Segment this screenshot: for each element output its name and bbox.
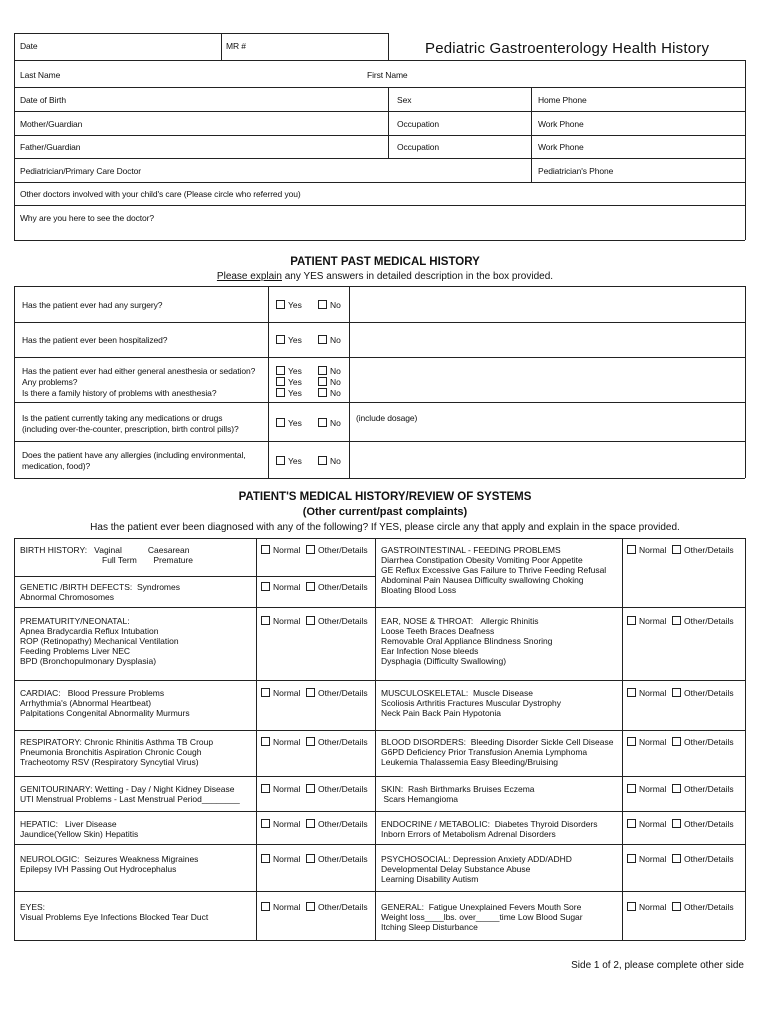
occupation1-field[interactable]: Occupation: [397, 119, 439, 129]
ros-birth-history: BIRTH HISTORY: Vaginal Caesarean Full Term Premature: [20, 545, 194, 565]
endo-normal-checkbox[interactable]: Normal: [627, 819, 666, 829]
pmh-q5a: Does the patient have any allergies (including environmental,: [22, 450, 246, 460]
last-name-field[interactable]: Last Name: [20, 70, 61, 80]
pmh-instr-rest: any YES answers in detailed description in the box provided.: [281, 271, 554, 282]
hepatic-normal-checkbox[interactable]: Normal: [261, 819, 300, 829]
pediatrician-phone-field[interactable]: Pediatrician's Phone: [538, 166, 614, 176]
general-normal-checkbox[interactable]: Normal: [627, 902, 666, 912]
q3b-yes-checkbox[interactable]: Yes: [276, 377, 302, 387]
ros-endocrine: ENDOCRINE / METABOLIC: Diabetes Thyroid Disorders Inborn Errors of Metabolism Adrenal Disorders: [381, 819, 598, 839]
respiratory-normal-checkbox[interactable]: Normal: [261, 737, 300, 747]
q3a-yes-checkbox[interactable]: Yes: [276, 366, 302, 376]
ros-subtitle: (Other current/past complaints): [302, 506, 468, 518]
hepatic-other-checkbox[interactable]: Other/Details: [306, 819, 368, 829]
q3b-no-checkbox[interactable]: No: [318, 377, 341, 387]
ros-cardiac: CARDIAC: Blood Pressure Problems Arrhythmia's (Abnormal Heartbeat) Palpitations Congenital Abnormality Murmurs: [20, 688, 190, 718]
home-phone-field[interactable]: Home Phone: [538, 95, 587, 105]
genetic-normal-checkbox[interactable]: Normal: [261, 582, 300, 592]
ros-hepatic: HEPATIC: Liver Disease Jaundice(Yellow Skin) Hepatitis: [20, 819, 139, 839]
ros-eyes: EYES: Visual Problems Eye Infections Blocked Tear Duct: [20, 902, 209, 922]
gu-other-checkbox[interactable]: Other/Details: [306, 784, 368, 794]
q3c-no-checkbox[interactable]: No: [318, 388, 341, 398]
blood-normal-checkbox[interactable]: Normal: [627, 737, 666, 747]
pmh-q4b: (including over-the-counter, prescription, birth control pills)?: [22, 424, 239, 434]
ros-prematurity: PREMATURITY/NEONATAL: Apnea Bradycardia Reflux Intubation ROP (Retinopathy) Mechanical Ventilation Feeding Problems Liver NEC BPD (Bronchopulmonary Dysplasia): [20, 616, 179, 666]
birth-normal-checkbox[interactable]: Normal: [261, 545, 300, 555]
ros-general: GENERAL: Fatigue Unexplained Fevers Mouth Sore Weight loss____lbs. over_____time Low Blood Sugar Itching Sleep Disturbance: [381, 902, 583, 932]
q3c-yes-checkbox[interactable]: Yes: [276, 388, 302, 398]
pmh-q2: Has the patient ever been hospitalized?: [22, 335, 168, 345]
psych-other-checkbox[interactable]: Other/Details: [672, 854, 734, 864]
gi-normal-checkbox[interactable]: Normal: [627, 545, 666, 555]
genetic-other-checkbox[interactable]: Other/Details: [306, 582, 368, 592]
dob-field[interactable]: Date of Birth: [20, 95, 66, 105]
ent-normal-checkbox[interactable]: Normal: [627, 616, 666, 626]
premature-normal-checkbox[interactable]: Normal: [261, 616, 300, 626]
pediatrician-field[interactable]: Pediatrician/Primary Care Doctor: [20, 166, 142, 176]
work-phone2-field[interactable]: Work Phone: [538, 142, 584, 152]
occupation2-field[interactable]: Occupation: [397, 142, 439, 152]
pmh-title: PATIENT PAST MEDICAL HISTORY: [290, 256, 480, 268]
ros-skin: SKIN: Rash Birthmarks Bruises Eczema Scars Hemangioma: [381, 784, 535, 804]
pmh-instr-underlined: Please explain: [216, 271, 282, 282]
general-other-checkbox[interactable]: Other/Details: [672, 902, 734, 912]
q4-yes-checkbox[interactable]: Yes: [276, 418, 302, 428]
pmh-q3a: Has the patient ever had either general anesthesia or sedation?: [22, 366, 256, 376]
q2-yes-checkbox[interactable]: Yes: [276, 335, 302, 345]
work-phone1-field[interactable]: Work Phone: [538, 119, 584, 129]
ros-psychosocial: PSYCHOSOCIAL: Depression Anxiety ADD/ADHD Developmental Delay Substance Abuse Learning Disability Autism: [381, 854, 572, 884]
premature-other-checkbox[interactable]: Other/Details: [306, 616, 368, 626]
gi-other-checkbox[interactable]: Other/Details: [672, 545, 734, 555]
date-label: Date: [20, 41, 38, 51]
ros-respiratory: RESPIRATORY: Chronic Rhinitis Asthma TB Croup Pneumonia Bronchitis Aspiration Chronic Cough Tracheotomy RSV (Respiratory Syncytial Virus): [20, 737, 214, 767]
skin-normal-checkbox[interactable]: Normal: [627, 784, 666, 794]
pmh-q3c: Is there a family history of problems with anesthesia?: [22, 388, 217, 398]
q4-no-checkbox[interactable]: No: [318, 418, 341, 428]
respiratory-other-checkbox[interactable]: Other/Details: [306, 737, 368, 747]
msk-normal-checkbox[interactable]: Normal: [627, 688, 666, 698]
ent-other-checkbox[interactable]: Other/Details: [672, 616, 734, 626]
ros-ent: EAR, NOSE & THROAT: Allergic Rhinitis Loose Teeth Braces Deafness Removable Oral Appliance Blindness Snoring Ear Infection Nose bleeds Dysphagia (Difficulty Swallowing): [381, 616, 553, 666]
ros-neurologic: NEUROLOGIC: Seizures Weakness Migraines Epilepsy IVH Passing Out Hydrocephalus: [20, 854, 199, 874]
q3a-no-checkbox[interactable]: No: [318, 366, 341, 376]
ros-genetic: GENETIC /BIRTH DEFECTS: Syndromes Abnormal Chromosomes: [20, 582, 180, 602]
neuro-other-checkbox[interactable]: Other/Details: [306, 854, 368, 864]
ros-musculoskeletal: MUSCULOSKELETAL: Muscle Disease Scoliosis Arthritis Fractures Muscular Dystrophy Neck Pain Back Pain Hypotonia: [381, 688, 561, 718]
pmh-q1: Has the patient ever had any surgery?: [22, 300, 163, 310]
skin-other-checkbox[interactable]: Other/Details: [672, 784, 734, 794]
eyes-other-checkbox[interactable]: Other/Details: [306, 902, 368, 912]
q1-yes-checkbox[interactable]: Yes: [276, 300, 302, 310]
endo-other-checkbox[interactable]: Other/Details: [672, 819, 734, 829]
other-doctors-field[interactable]: Other doctors involved with your child's care (Please circle who referred you): [20, 189, 301, 199]
pmh-instructions: [0, 271, 770, 282]
ros-blood: BLOOD DISORDERS: Bleeding Disorder Sickle Cell Disease G6PD Deficiency Prior Transfusion Anemia Lymphoma Leukemia Thalassemia Easy Bleeding/Bruising: [381, 737, 614, 767]
q5-no-checkbox[interactable]: No: [318, 456, 341, 466]
blood-other-checkbox[interactable]: Other/Details: [672, 737, 734, 747]
cardiac-other-checkbox[interactable]: Other/Details: [306, 688, 368, 698]
page-title: Pediatric Gastroenterology Health History: [425, 40, 710, 57]
eyes-normal-checkbox[interactable]: Normal: [261, 902, 300, 912]
birth-other-checkbox[interactable]: Other/Details: [306, 545, 368, 555]
msk-other-checkbox[interactable]: Other/Details: [672, 688, 734, 698]
mother-field[interactable]: Mother/Guardian: [20, 119, 83, 129]
ros-instruction: Has the patient ever been diagnosed with any of the following? If YES, please circle any that apply and explain in the space provided.: [90, 522, 680, 533]
pmh-q5b: medication, food)?: [22, 461, 91, 471]
q1-no-checkbox[interactable]: No: [318, 300, 341, 310]
q4-dosage-note: (include dosage): [356, 413, 418, 423]
q5-yes-checkbox[interactable]: Yes: [276, 456, 302, 466]
sex-field[interactable]: Sex: [397, 95, 412, 105]
neuro-normal-checkbox[interactable]: Normal: [261, 854, 300, 864]
ros-genitourinary: GENITOURINARY: Wetting - Day / Night Kidney Disease UTI Menstrual Problems - Last Menstrual Period________: [20, 784, 240, 804]
q2-no-checkbox[interactable]: No: [318, 335, 341, 345]
first-name-field[interactable]: First Name: [367, 70, 408, 80]
psych-normal-checkbox[interactable]: Normal: [627, 854, 666, 864]
page-footer: Side 1 of 2, please complete other side: [571, 960, 744, 971]
gu-normal-checkbox[interactable]: Normal: [261, 784, 300, 794]
ros-gastrointestinal: GASTROINTESTINAL - FEEDING PROBLEMS Diarrhea Constipation Obesity Vomiting Poor Appetite GE Reflux Excessive Gas Failure to Thrive Feeding Refusal Abdominal Pain Nausea Difficulty swallowing Choking Bloating Blood Loss: [381, 545, 607, 595]
why-here-field[interactable]: Why are you here to see the doctor?: [20, 213, 154, 223]
pmh-q4a: Is the patient currently taking any medications or drugs: [22, 413, 223, 423]
mr-label: MR #: [226, 41, 246, 51]
father-field[interactable]: Father/Guardian: [20, 142, 81, 152]
ros-title: PATIENT'S MEDICAL HISTORY/REVIEW OF SYSTEMS: [238, 491, 532, 503]
pmh-q3b: Any problems?: [22, 377, 78, 387]
cardiac-normal-checkbox[interactable]: Normal: [261, 688, 300, 698]
